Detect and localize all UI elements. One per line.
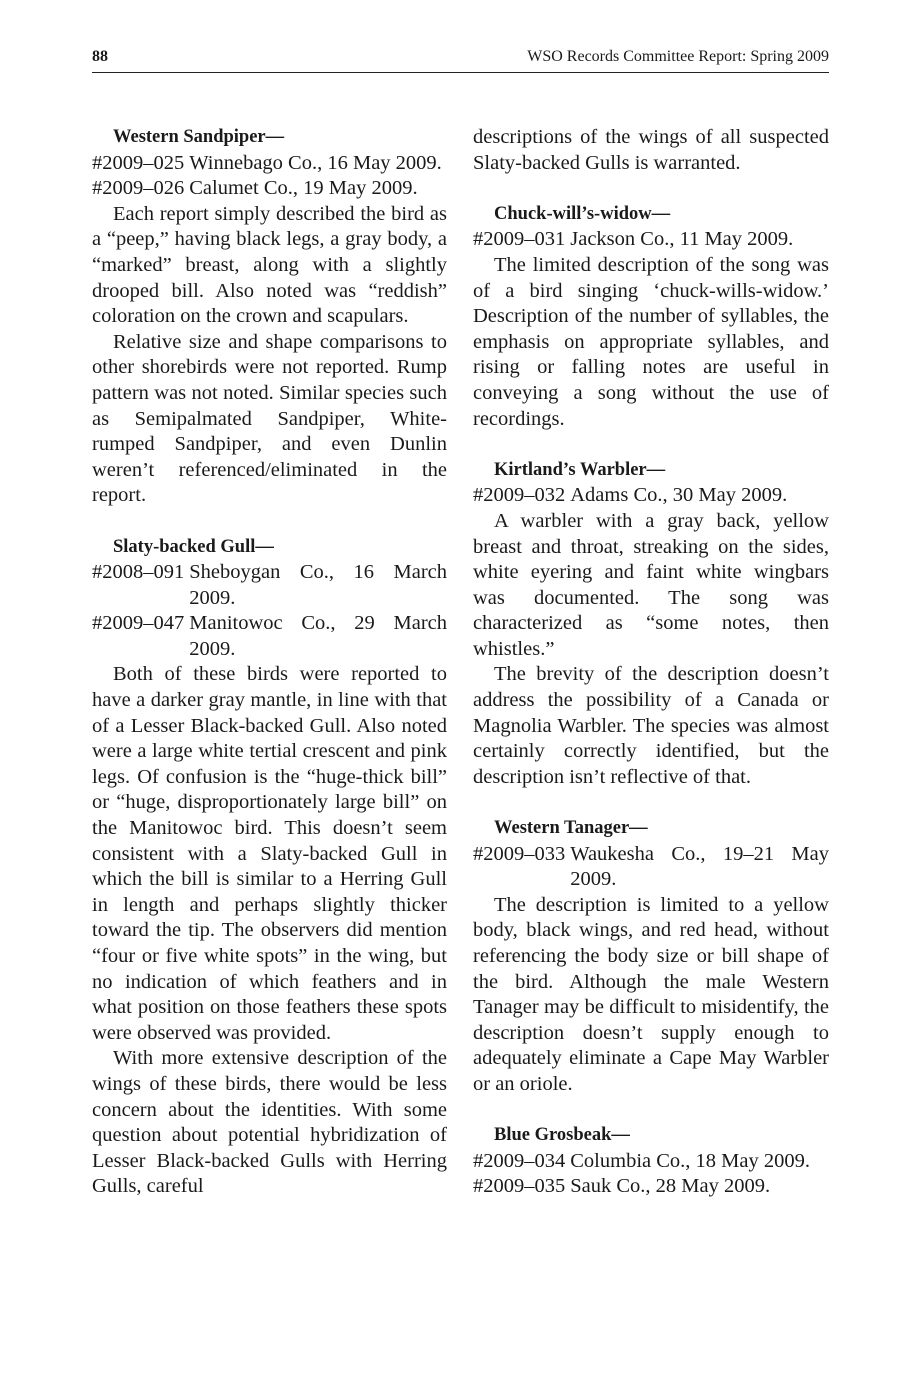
record-id: #2009–047 — [92, 612, 185, 635]
paragraph: Each report simply described the bird as a “peep,” having black legs, a gray body, a “marked” breast, along with a slightly drooped bill. Also noted was “reddish” coloration on the crown and scapulars. — [92, 202, 447, 328]
header-rule — [92, 72, 829, 73]
paragraph: The brevity of the description doesn’t address the possibility of a Canada or Magnolia Warbler. The species was almost certainly correctly identified, but the description isn’t reflective of that. — [473, 663, 829, 788]
record-id: #2009–026 — [92, 177, 185, 200]
paragraph: The description is limited to a yellow body, black wings, and red head, without referencing the body size or bill shape of the bird. Although the male Western Tanager may be difficult to misidentify, the description doesn’t supply enough to adequately eliminate a Cape May Warbler or an oriole. — [473, 893, 829, 1095]
continued-paragraph: descriptions of the wings of all suspected Slaty-backed Gulls is warranted. — [473, 126, 829, 174]
record-id: #2009–032 — [473, 484, 566, 507]
record-entry — [473, 227, 829, 253]
record-id: #2009–025 — [92, 151, 185, 174]
record-location: Calumet Co., 19 May 2009. — [189, 177, 418, 200]
section-title-western-sandpiper: Western Sandpiper— — [113, 127, 285, 147]
section-title-kirtlands-warbler: Kirtland’s Warbler— — [494, 459, 666, 480]
record-entry — [473, 483, 829, 509]
record-entry — [473, 842, 829, 893]
record-location: Adams Co., 30 May 2009. — [570, 484, 788, 507]
record-id: #2009–031 — [473, 228, 566, 251]
paragraph: A warbler with a gray back, yellow breast and throat, streaking on the sides, white eyering and faint white wingbars was documented. The song was characterized as “some notes, then whistles.” — [473, 509, 829, 660]
section-title-blue-grosbeak: Blue Grosbeak— — [494, 1125, 630, 1146]
record-id: #2008–091 — [92, 561, 185, 584]
page-number: 88 — [92, 48, 108, 65]
record-entry — [473, 1149, 829, 1175]
record-location: Waukesha Co., 19–21 May 2009. — [570, 842, 829, 891]
record-location: Columbia Co., 18 May 2009. — [570, 1149, 810, 1172]
record-entry — [92, 176, 447, 202]
page-header — [92, 48, 829, 70]
record-location: Manitowoc Co., 29 March 2009. — [189, 612, 447, 660]
paragraph: The limited description of the song was of a bird singing ‘chuck-wills-widow.’ Description of the number of syllables, the emphasis on appropriate syllables, and rising or falling notes are useful in conveying a song without the use of recordings. — [473, 253, 829, 430]
section-title-chuck-wills-widow: Chuck-will’s-widow— — [494, 203, 671, 224]
section-title-slaty-backed-gull: Slaty-backed Gull— — [113, 536, 274, 557]
paragraph: Both of these birds were reported to have a darker gray mantle, in line with that of a Lesser Black-backed Gull. Also noted were a large white tertial crescent and pink legs. Of confusion is the “huge-thick bill” or “huge, disproportionately large bill” on the Manitowoc bird. This doesn’t seem consistent with a Slaty-backed Gull in which the bill is similar to a Herring Gull in length and perhaps slightly thicker toward the tip. The observers did mention “four or five white spots” in the wing, but no indication of which feathers and in what position on those feathers these spots were observed was provided. — [92, 663, 447, 1044]
record-id: #2009–033 — [473, 842, 566, 865]
section-title-western-tanager: Western Tanager— — [494, 818, 648, 839]
record-location: Sheboygan Co., 16 March 2009. — [189, 561, 447, 609]
left-column — [92, 125, 447, 1200]
record-entry — [92, 611, 447, 662]
paragraph: Relative size and shape comparisons to other shorebirds were not reported. Rump pattern was not noted. Similar species such as Semipalmated Sandpiper, White-rumped Sandpiper, and even Dunlin weren’t referenced/eliminated in the report. — [92, 330, 447, 507]
record-id: #2009–035 — [473, 1175, 566, 1198]
record-location: Sauk Co., 28 May 2009. — [570, 1175, 771, 1198]
paragraph: With more extensive description of the wings of these birds, there would be less concern about the identities. With some question about potential hybridization of Lesser Black-backed Gulls with Herring Gulls, careful — [92, 1047, 447, 1198]
record-entry — [473, 1174, 829, 1200]
record-entry — [92, 560, 447, 611]
record-id: #2009–034 — [473, 1149, 566, 1172]
running-head: WSO Records Committee Report: Spring 2009 — [527, 48, 829, 65]
record-entry — [92, 151, 447, 177]
record-location: Jackson Co., 11 May 2009. — [570, 228, 794, 251]
record-location: Winnebago Co., 16 May 2009. — [189, 151, 442, 174]
right-column — [473, 125, 829, 1200]
